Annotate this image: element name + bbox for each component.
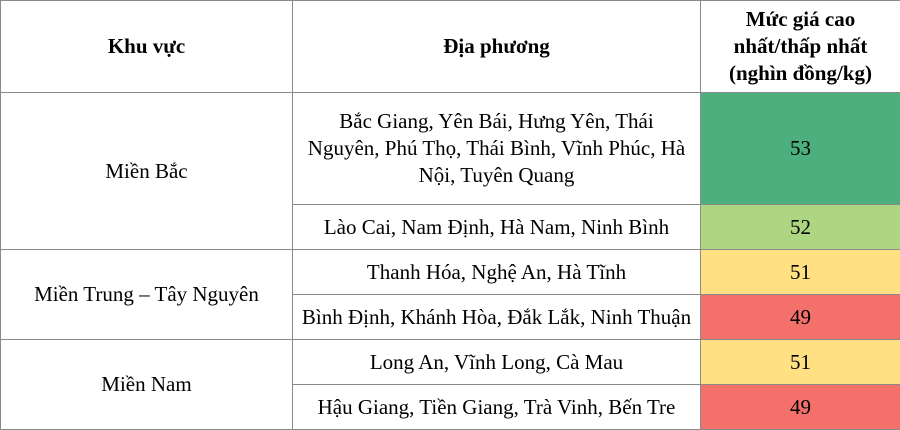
price-cell: 51: [701, 250, 900, 295]
locality-cell: Lào Cai, Nam Định, Hà Nam, Ninh Bình: [293, 205, 701, 250]
table-header: [1, 1, 900, 93]
price-cell: 49: [701, 385, 900, 430]
price-cell: 49: [701, 295, 900, 340]
locality-cell: Thanh Hóa, Nghệ An, Hà Tĩnh: [293, 250, 701, 295]
table-header-row: [1, 1, 900, 93]
column-header-region: Khu vực: [1, 1, 293, 93]
price-cell: 52: [701, 205, 900, 250]
column-header-price: Mức giá cao nhất/thấp nhất (nghìn đồng/kg): [701, 1, 900, 93]
locality-cell: Bình Định, Khánh Hòa, Đắk Lắk, Ninh Thuận: [293, 295, 701, 340]
table-row: [1, 340, 900, 385]
region-cell-mien-trung-tay-nguyen: Miền Trung – Tây Nguyên: [1, 250, 293, 340]
table-body: [1, 93, 900, 430]
locality-cell: Hậu Giang, Tiền Giang, Trà Vinh, Bến Tre: [293, 385, 701, 430]
locality-cell: Long An, Vĩnh Long, Cà Mau: [293, 340, 701, 385]
price-cell: 53: [701, 93, 900, 205]
table-row: [1, 250, 900, 295]
region-cell-mien-nam: Miền Nam: [1, 340, 293, 430]
locality-cell: Bắc Giang, Yên Bái, Hưng Yên, Thái Nguyên, Phú Thọ, Thái Bình, Vĩnh Phúc, Hà Nội, Tuyên Quang: [293, 93, 701, 205]
table-row: [1, 93, 900, 205]
column-header-locality: Địa phương: [293, 1, 701, 93]
region-cell-mien-bac: Miền Bắc: [1, 93, 293, 250]
price-cell: 51: [701, 340, 900, 385]
